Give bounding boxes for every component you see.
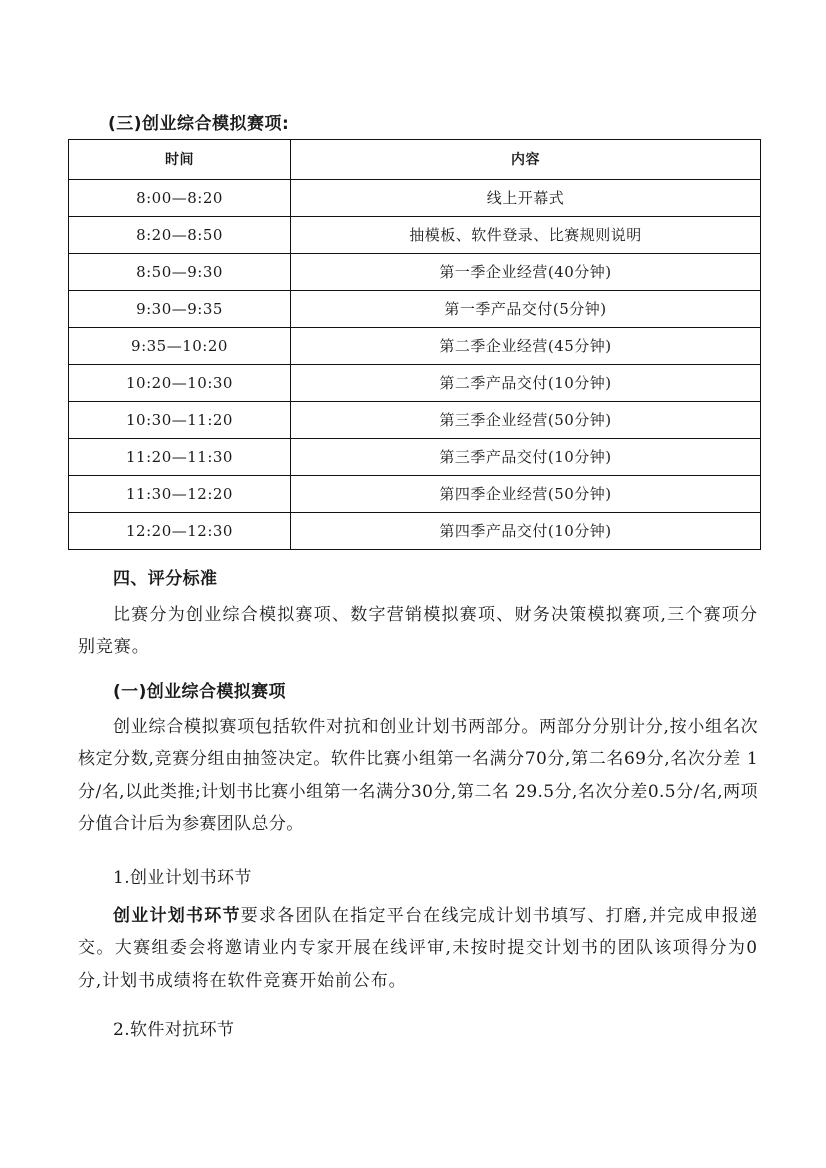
content-cell: 第二季企业经营(45分钟) [291, 328, 761, 365]
header-time: 时间 [69, 140, 291, 180]
time-cell: 10:30—11:20 [69, 402, 291, 439]
table-row [69, 402, 761, 439]
list-item-1: 1.创业计划书环节 [113, 868, 252, 888]
content-cell: 第一季企业经营(40分钟) [291, 254, 761, 291]
content-cell: 第二季产品交付(10分钟) [291, 365, 761, 402]
content-cell: 第四季企业经营(50分钟) [291, 476, 761, 513]
header-content: 内容 [291, 140, 761, 180]
time-cell: 10:20—10:30 [69, 365, 291, 402]
content-cell: 第三季企业经营(50分钟) [291, 402, 761, 439]
paragraph-business-plan-text: 要求各团队在指定平台在线完成计划书填写、打磨,并完成申报递交。大赛组委会将邀请业内专家开展在线评审,未按时提交计划书的团队该项得分为0分,计划书成绩将在软件竞赛开始前公布。 [78, 906, 758, 991]
table-header-row [69, 140, 761, 180]
content-cell: 第一季产品交付(5分钟) [291, 291, 761, 328]
table-row [69, 439, 761, 476]
time-cell: 11:30—12:20 [69, 476, 291, 513]
paragraph-business-plan [78, 900, 758, 997]
table-row [69, 328, 761, 365]
table-row [69, 513, 761, 550]
content-cell: 第四季产品交付(10分钟) [291, 513, 761, 550]
list-item-2: 2.软件对抗环节 [113, 1020, 235, 1040]
emphasis-business-plan: 创业计划书环节 [113, 906, 241, 926]
content-cell: 抽模板、软件登录、比赛规则说明 [291, 217, 761, 254]
paragraph-scoring: 创业综合模拟赛项包括软件对抗和创业计划书两部分。两部分分别计分,按小组名次核定分数,竞赛分组由抽签决定。软件比赛小组第一名满分70分,第二名69分,名次分差 1分/名,以此类推;计划书比赛小组第一名满分30分,第二名 29.5分,名次分差0.5分/名,两项分值合计后为参赛团队总分。 [78, 717, 758, 834]
section-heading-3: (三)创业综合模拟赛项: [108, 114, 290, 134]
content-cell: 线上开幕式 [291, 180, 761, 217]
content-cell: 第三季产品交付(10分钟) [291, 439, 761, 476]
subsection-heading-1: (一)创业综合模拟赛项 [113, 682, 286, 702]
table-row [69, 180, 761, 217]
table-row [69, 365, 761, 402]
time-cell: 8:20—8:50 [69, 217, 291, 254]
paragraph-overview: 比赛分为创业综合模拟赛项、数字营销模拟赛项、财务决策模拟赛项,三个赛项分别竞赛。 [78, 605, 758, 658]
time-cell: 8:50—9:30 [69, 254, 291, 291]
section-heading-4: 四、评分标准 [113, 569, 218, 589]
table-row [69, 291, 761, 328]
table-row [69, 476, 761, 513]
time-cell: 9:30—9:35 [69, 291, 291, 328]
time-cell: 8:00—8:20 [69, 180, 291, 217]
table-row [69, 254, 761, 291]
time-cell: 9:35—10:20 [69, 328, 291, 365]
table-row [69, 217, 761, 254]
time-cell: 12:20—12:30 [69, 513, 291, 550]
time-cell: 11:20—11:30 [69, 439, 291, 476]
schedule-table [68, 139, 761, 550]
